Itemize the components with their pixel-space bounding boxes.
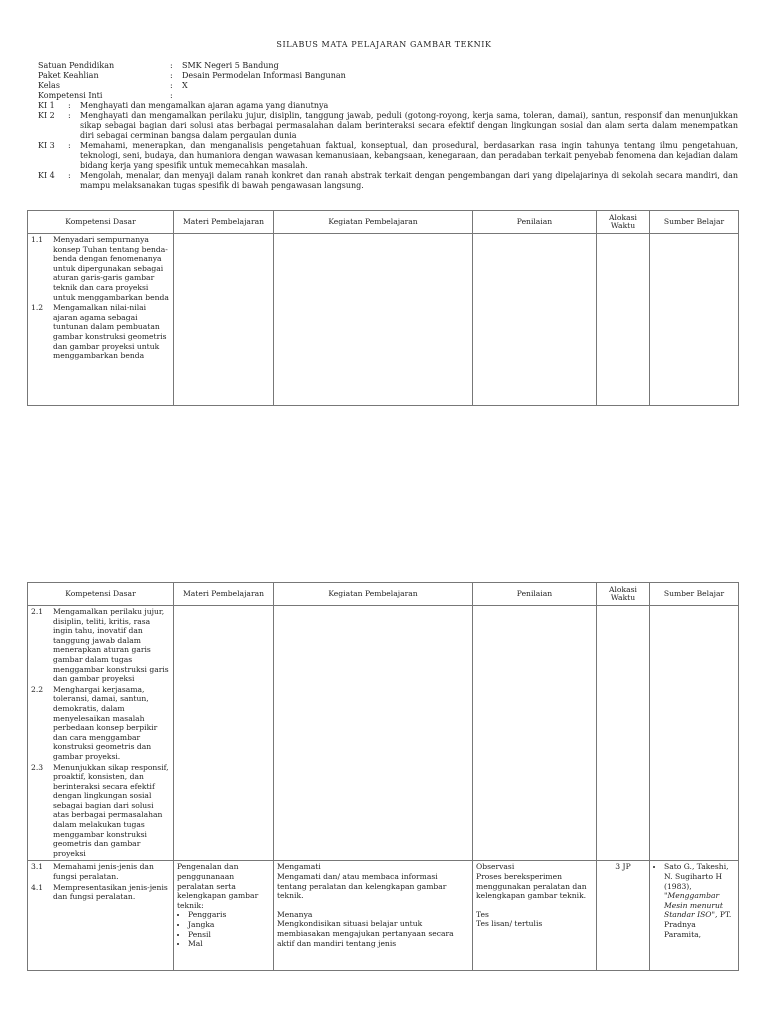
header-kompetensi-dasar: Kompetensi Dasar [28, 211, 174, 234]
sumber-book: "Menggambar Mesin menurut Standar ISO", [664, 891, 723, 920]
kd-cell [28, 234, 174, 406]
kd-item [31, 235, 170, 302]
ki-row [38, 111, 738, 141]
kegiatan-heading: Menanya [277, 909, 313, 919]
kd-text: Menunjukkan sikap responsif, proaktif, konsisten, dan berinteraksi secara efektif dengan lingkungan sosial sebagai bagian dari solusi atas berbagai permasalahan dalam melakukan tugas menggambar konstruksi geometris dan gambar proyeksi [53, 762, 169, 858]
identity-label: Paket Keahlian [38, 71, 99, 80]
kegiatan-cell [274, 606, 473, 861]
sumber-authors: Sato G., Takeshi, N. Sugiharto H (1983), [664, 862, 729, 891]
ki-row [38, 141, 738, 171]
header-kompetensi-dasar: Kompetensi Dasar [28, 583, 174, 606]
ki-colon: : [68, 101, 71, 110]
header-alokasi: Alokasi Waktu [597, 583, 650, 606]
list-item: • Mal [188, 939, 270, 949]
kegiatan-heading: Mengamati [277, 862, 321, 872]
table-row [28, 234, 739, 406]
kegiatan-text: Mengkondisikan situasi belajar untuk membiasakan mengajukan pertanyaan secara aktif dan mandiri tentang jenis [277, 919, 454, 948]
kd-number: 2.2 [31, 684, 44, 694]
sumber-list [653, 862, 735, 939]
identity-label: Kompetensi Inti [38, 91, 103, 100]
kd-item [31, 862, 170, 881]
list-item: • Pensil [188, 930, 270, 940]
ki-label: KI 2 [38, 111, 55, 120]
penilaian-cell [473, 606, 597, 861]
identity-value: X [182, 81, 188, 90]
ki-text: Menghayati dan mengamalkan ajaran agama yang dianutnya [80, 101, 329, 110]
penilaian-text: Tes lisan/ tertulis [476, 919, 543, 929]
identity-row [38, 71, 738, 81]
materi-cell [174, 234, 274, 406]
materi-cell [174, 606, 274, 861]
header-sumber: Sumber Belajar [650, 583, 739, 606]
ki-colon: : [68, 171, 71, 180]
identity-row [38, 91, 738, 101]
materi-cell [174, 861, 274, 971]
penilaian-cell [473, 861, 597, 971]
materi-list [177, 910, 270, 948]
header-penilaian: Penilaian [473, 583, 597, 606]
header-alokasi: Alokasi Waktu [597, 211, 650, 234]
penilaian-text: Proses bereksperimen menggunakan peralatan dan kelengkapan gambar teknik. [476, 872, 587, 901]
kegiatan-cell [274, 861, 473, 971]
syllabus-table-2 [27, 582, 739, 971]
ki-text: Memahami, menerapkan, dan menganalisis pengetahuan faktual, konseptual, dan prosedural, berdasarkan rasa ingin tahunya tentang ilmu pengetahuan, teknologi, seni, budaya, dan humaniora dengan wawasan kemanusiaan, kebangsaan, kenegaraan, dan peradaban terkait penyebab fenomena dan kejadian dalam bidang kerja yang spesifik untuk memecahkan masalah. [80, 141, 738, 170]
kd-number: 1.2 [31, 303, 44, 313]
header-penilaian: Penilaian [473, 211, 597, 234]
kd-text: Memahami jenis-jenis dan fungsi peralatan. [53, 862, 154, 882]
list-item [664, 862, 735, 939]
kd-item [31, 685, 170, 762]
kd-cell [28, 861, 174, 971]
header-sumber: Sumber Belajar [650, 211, 739, 234]
identity-colon: : [170, 91, 173, 100]
identity-colon: : [170, 61, 173, 70]
kd-number: 4.1 [31, 882, 44, 892]
identity-colon: : [170, 71, 173, 80]
kd-item [31, 303, 170, 361]
kd-text: Menyadari sempurnanya konsep Tuhan tentang benda-benda dengan fenomenanya untuk dipergunakan sebagai aturan garis-garis gambar teknik dan cara proyeksi untuk menggambarkan benda [53, 235, 169, 302]
kd-text: Menghargai kerjasama, toleransi, damai, santun, demokratis, dalam menyelesaikan masalah perbedaan konsep berpikir dan cara menggambar konstruksi geometris dan gambar proyeksi. [53, 684, 158, 761]
alokasi-cell: 3 JP [597, 861, 650, 971]
sumber-publisher: PT. Pradnya Paramita, [664, 910, 732, 939]
table-row [28, 861, 739, 971]
ki-colon: : [68, 141, 71, 150]
identity-label: Kelas [38, 81, 60, 90]
kegiatan-cell [274, 234, 473, 406]
alokasi-cell [597, 234, 650, 406]
ki-label: KI 4 [38, 171, 55, 180]
identity-row [38, 81, 738, 91]
penilaian-cell [473, 234, 597, 406]
header-materi: Materi Pembelajaran [174, 583, 274, 606]
identity-block [38, 61, 738, 191]
identity-colon: : [170, 81, 173, 90]
syllabus-table-1 [27, 210, 739, 406]
alokasi-cell [597, 606, 650, 861]
list-item: • Jangka [188, 920, 270, 930]
identity-value: Desain Permodelan Informasi Bangunan [182, 71, 346, 80]
kd-item [31, 883, 170, 902]
materi-intro: Pengenalan dan penggunanaan peralatan serta kelengkapan gambar teknik: [177, 862, 259, 910]
ki-text: Menghayati dan mengamalkan perilaku jujur, disiplin, tanggung jawab, peduli (gotong-royong, kerja sama, toleran, damai), santun, responsif dan menunjukkan sikap sebagai bagian dari solusi atas berbagai permasalahan dalam berinteraksi secara efektif dengan lingkungan sosial dan alam serta dalam menempatkan diri sebagai cerminan bangsa dalam pergaulan dunia [80, 111, 738, 140]
kd-cell [28, 606, 174, 861]
penilaian-heading: Observasi [476, 862, 515, 872]
ki-row [38, 171, 738, 191]
identity-value: SMK Negeri 5 Bandung [182, 61, 279, 70]
ki-label: KI 3 [38, 141, 55, 150]
sumber-cell [650, 234, 739, 406]
identity-label: Satuan Pendidikan [38, 61, 115, 70]
ki-colon: : [68, 111, 71, 120]
kd-text: Mengamalkan perilaku jujur, disiplin, teliti, kritis, rasa ingin tahu, inovatif dan tanggung jawab dalam menerapkan aturan garis gambar dalam tugas menggambar konstruksi garis dan gambar proyeksi [53, 607, 169, 684]
kd-number: 3.1 [31, 862, 44, 872]
table-row [28, 606, 739, 861]
ki-row [38, 101, 738, 111]
kd-number: 1.1 [31, 235, 44, 244]
sumber-cell [650, 861, 739, 971]
kd-text: Mempresentasikan jenis-jenis dan fungsi peralatan. [53, 882, 168, 902]
sumber-cell [650, 606, 739, 861]
kd-item [31, 607, 170, 684]
kegiatan-text: Mengamati dan/ atau membaca informasi tentang peralatan dan kelengkapan gambar teknik. [277, 872, 447, 901]
header-kegiatan: Kegiatan Pembelajaran [274, 211, 473, 234]
kd-number: 2.3 [31, 762, 44, 772]
ki-text: Mengolah, menalar, dan menyaji dalam ranah konkret dan ranah abstrak terkait dengan pengembangan dari yang dipelajarinya di sekolah secara mandiri, dan mampu melaksanakan tugas spesifik di bawah pengawasan langsung. [80, 171, 738, 190]
identity-row [38, 61, 738, 71]
table-header-row [28, 211, 739, 234]
kd-number: 2.1 [31, 607, 44, 616]
table-header-row [28, 583, 739, 606]
header-kegiatan: Kegiatan Pembelajaran [274, 583, 473, 606]
kd-text: Mengamalkan nilai-nilai ajaran agama sebagai tuntunan dalam pembuatan gambar konstruksi geometris dan gambar proyeksi untuk menggambarkan benda [53, 303, 167, 361]
kd-item [31, 763, 170, 859]
page-title: SILABUS MATA PELAJARAN GAMBAR TEKNIK [276, 40, 492, 49]
penilaian-heading: Tes [476, 909, 489, 919]
identity-value [182, 91, 738, 101]
header-materi: Materi Pembelajaran [174, 211, 274, 234]
list-item: • Penggaris [188, 910, 270, 920]
ki-label: KI 1 [38, 101, 55, 110]
